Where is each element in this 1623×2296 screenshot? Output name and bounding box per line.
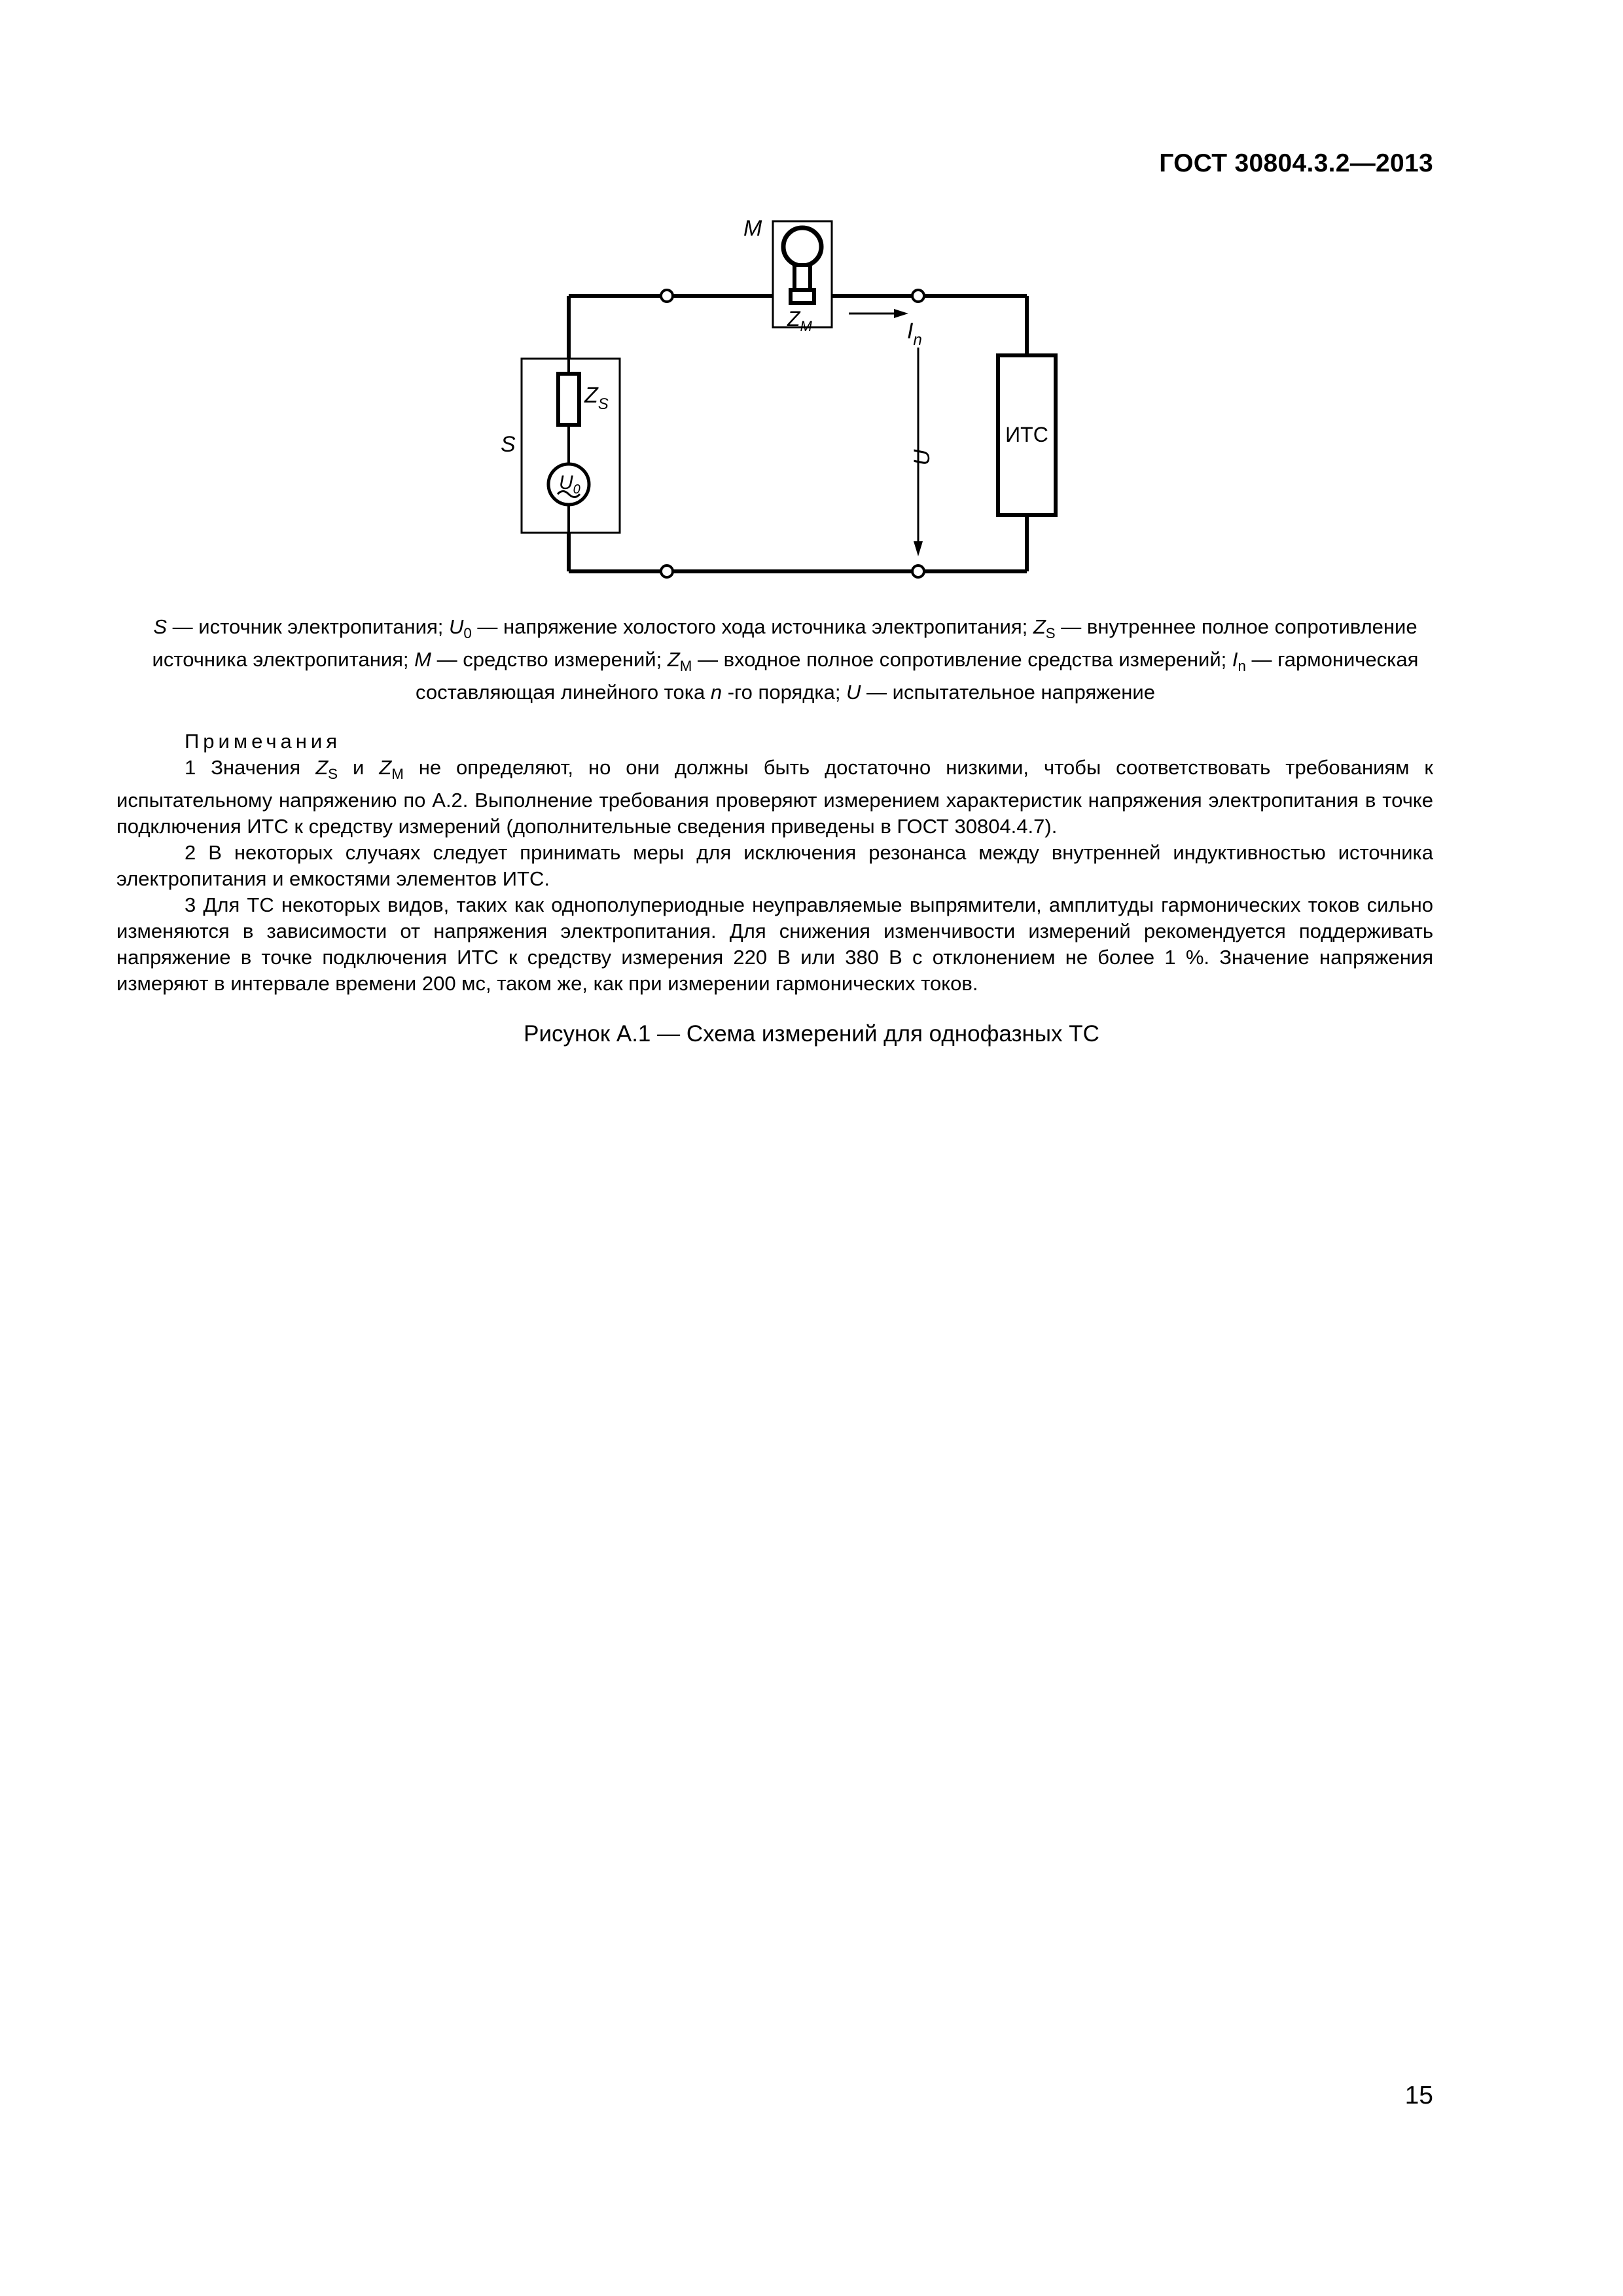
note-1: 1 Значения $Z_S$ и $Z_M$ не определяют, но они должны быть достаточно низкими, чтобы соответствовать требованиям к испытательному напряжению по А.2. Выполнение требования проверяют измерением характеристик напряжения электропитания в точке подключения ИТС к средству измерений (дополнительные сведения приведены в ГОСТ 30804.4.7). — [116, 756, 1433, 838]
page-number: 15 — [1404, 2081, 1433, 2109]
document-header: ГОСТ 30804.3.2—2013 — [1159, 149, 1433, 177]
figure-legend: S — источник электропитания; $U_0$ — напряжение холостого хода источника электропитания; $Z_S$ — внутреннее полное сопротивление источника электропитания; M — средство измерений; $Z_M$ — входное полное сопротивление средства измерений; $I_n$ — гармоническая составляющая линейного тока n -го порядка; U — испытательное напряжение — [152, 615, 1419, 704]
note-3: 3 Для ТС некоторых видов, таких как однополупериодные неуправляемые выпрямители, амплитуды гармонических токов сильно изменяются в зависимости от напряжения электропитания. Для снижения изменчивости измерений рекомендуется поддерживать напряжение в точке подключения ИТС к средству измерения 220 В или 380 В с отклонением не более 1 %. Значение напряжения измеряют в интервале времени 200 мс, таком же, как при измерении гармонических токов. — [116, 893, 1433, 996]
label-zs: $Z_S$ — [584, 383, 609, 413]
zs-resistor — [558, 374, 579, 425]
notes-title: Примечания — [185, 730, 341, 753]
terminal-top-right — [912, 290, 924, 302]
figure-caption: Рисунок А.1 — Схема измерений для однофазных ТС — [524, 1021, 1099, 1047]
note-2: 2 В некоторых случаях следует принимать меры для исключения резонанса между внутренней индуктивностью источника электропитания и емкостями элементов ИТС. — [116, 841, 1433, 891]
label-its: ИТС — [1005, 423, 1048, 446]
zm-element — [791, 290, 814, 303]
terminal-bottom-right — [912, 565, 924, 577]
label-m: M — [743, 216, 762, 241]
label-zm: $Z_M$ — [787, 307, 812, 334]
voltage-arrow-head — [914, 541, 923, 556]
terminal-top-left — [661, 290, 673, 302]
label-u: U — [910, 449, 935, 466]
terminal-bottom-left — [661, 565, 673, 577]
label-u0: $U_0$ — [559, 472, 580, 497]
label-in: $I_n$ — [907, 319, 922, 349]
circuit-diagram — [484, 206, 1073, 599]
label-s: S — [501, 432, 516, 457]
current-arrow-head — [894, 309, 908, 318]
notes-section — [116, 728, 1433, 997]
